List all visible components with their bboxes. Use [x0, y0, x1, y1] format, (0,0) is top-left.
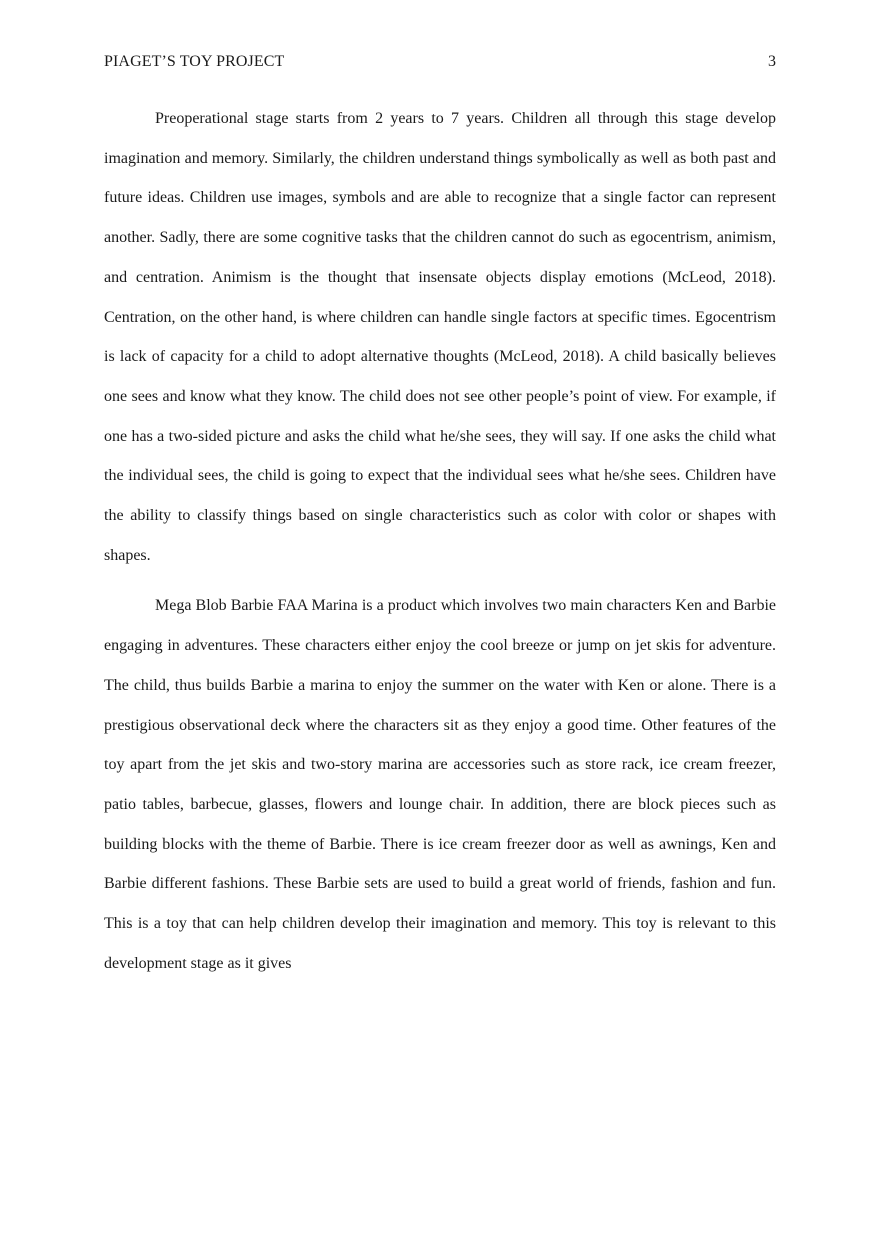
- page-number: 3: [768, 53, 776, 70]
- paragraph-barbie-marina-toy: Mega Blob Barbie FAA Marina is a product which involves two main characters Ken and Barbie engaging in adventures. These characters either enjoy the cool breeze or jump on jet skis for adventure. The child, thus builds Barbie a marina to enjoy the summer on the water with Ken or alone. There is a prestigious observational deck where the characters sit as they enjoy a good time. Other features of the toy apart from the jet skis and two-story marina are accessories such as store rack, ice cream freezer, patio tables, barbecue, glasses, flowers and lounge chair. In addition, there are block pieces such as building blocks with the theme of Barbie. There is ice cream freezer door as well as awnings, Ken and Barbie different fashions. These Barbie sets are used to build a great world of friends, fashion and fun. This is a toy that can help children develop their imagination and memory. This toy is relevant to this development stage as it gives: [104, 597, 776, 972]
- page-header: [104, 50, 776, 74]
- paragraph-preoperational-stage: Preoperational stage starts from 2 years to 7 years. Children all through this stage develop imagination and memory. Similarly, the children understand things symbolically as well as both past and future ideas. Children use images, symbols and are able to recognize that a single factor can represent another. Sadly, there are some cognitive tasks that the children cannot do such as egocentrism, animism, and centration. Animism is the thought that insensate objects display emotions (McLeod, 2018). Centration, on the other hand, is where children can handle single factors at specific times. Egocentrism is lack of capacity for a child to adopt alternative thoughts (McLeod, 2018). A child basically believes one sees and know what they know. The child does not see other people’s point of view. For example, if one has a two-sided picture and asks the child what he/she sees, they will say. If one asks the child what the individual sees, the child is going to expect that the individual sees what he/she sees. Children have the ability to classify things based on single characteristics such as color with color or shapes with shapes.: [104, 110, 776, 564]
- document-body: [104, 99, 776, 983]
- running-head: PIAGET’S TOY PROJECT: [104, 53, 285, 70]
